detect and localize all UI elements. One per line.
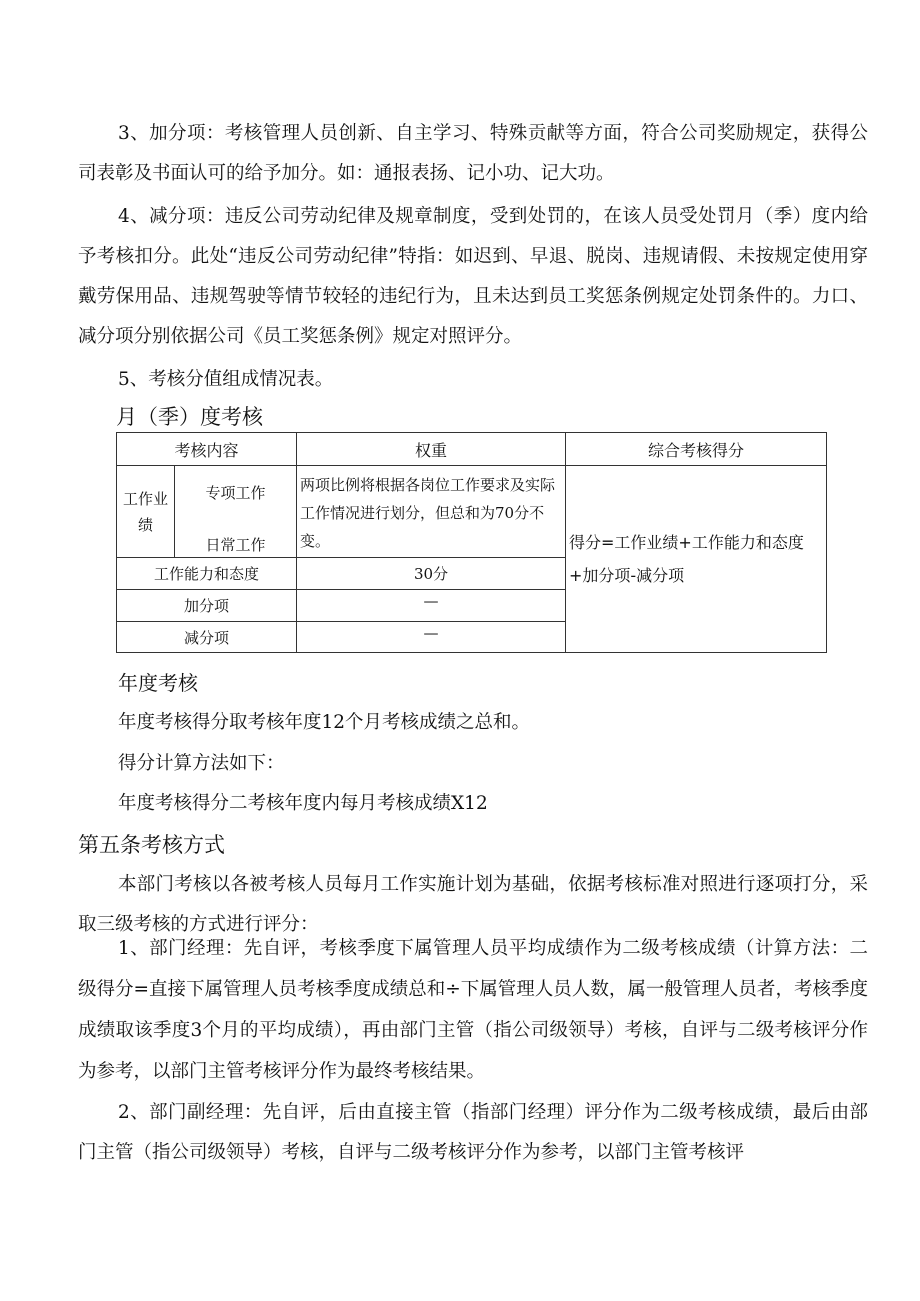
paragraph-deduction-item: 4、减分项：违反公司劳动纪律及规章制度，受到处罚的，在该人员受处罚月（季）度内给予考核扣分。此处“违反公司劳动纪律”特指：如迟到、早退、脱岗、违规请假、未按规定使用穿戴劳保用品、违规驾驶等情节较轻的违纪行为，且未达到员工奖惩条例规定处罚条件的。力口、减分项分别依据公司《员工奖惩条例》规定对照评分。 xyxy=(78,206,868,347)
paragraph-deputy-manager-assessment: 2、部门副经理：先自评，后由直接主管（指部门经理）评分作为二级考核成绩，最后由部门主管（指公司级领导）考核，自评与二级考核评分作为参考，以部门主管考核评 xyxy=(78,1102,868,1163)
cell-daily-work: 日常工作 xyxy=(205,535,266,554)
heading-annual-assessment: 年度考核 xyxy=(118,671,198,695)
paragraph-score-table-intro: 5、考核分值组成情况表。 xyxy=(118,369,334,390)
table-header-weight: 权重 xyxy=(414,440,447,460)
cell-ability-weight: 30分 xyxy=(413,565,449,583)
paragraph-bonus-item: 3、加分项：考核管理人员创新、自主学习、特殊贡献等方面，符合公司奖励规定，获得公司表彰及书面认可的给予加分。如：通报表扬、记小功、记大功。 xyxy=(78,123,868,184)
cell-bonus: 加分项 xyxy=(183,597,229,615)
heading-article-five: 第五条考核方式 xyxy=(78,833,225,857)
cell-bonus-weight: — xyxy=(423,592,439,610)
paragraph-method-intro: 本部门考核以各被考核人员每月工作实施计划为基础，依据考核标准对照进行逐项打分，采取三级考核的方式进行评分： xyxy=(78,874,868,935)
score-composition-table xyxy=(116,432,827,653)
annual-total-line: 年度考核得分取考核年度12个月考核成绩之总和。 xyxy=(118,712,531,733)
heading-monthly-assessment: 月（季）度考核 xyxy=(116,405,263,429)
cell-deduction: 减分项 xyxy=(183,628,229,647)
cell-special-work: 专项工作 xyxy=(205,483,266,502)
cell-score-formula: 得分=工作业绩+工作能力和态度+加分项-减分项 xyxy=(569,533,804,585)
cell-ability-attitude: 工作能力和态度 xyxy=(153,565,259,583)
cell-work-performance: 工作业绩 xyxy=(123,489,169,534)
paragraph-manager-assessment: 1、部门经理：先自评，考核季度下属管理人员平均成绩作为二级考核成绩（计算方法：二级得分=直接下属管理人员考核季度成绩总和÷下属管理人员人数，属一般管理人员者，考核季度成绩取该季度3个月的平均成绩），再由部门主管（指公司级领导）考核，自评与二级考核评分作为参考，以部门主管考核评分作为最终考核结果。 xyxy=(78,938,868,1082)
annual-method-line: 得分计算方法如下： xyxy=(118,753,285,774)
table-divider xyxy=(117,465,826,466)
annual-formula-line: 年度考核得分二考核年度内每月考核成绩X12 xyxy=(118,793,488,814)
table-header-score: 综合考核得分 xyxy=(647,440,744,460)
cell-weight-note: 两项比例将根据各岗位工作要求及实际工作情况进行划分，但总和为70分不变。 xyxy=(300,476,556,550)
cell-deduction-weight: — xyxy=(423,624,439,642)
table-header-content: 考核内容 xyxy=(174,440,239,460)
